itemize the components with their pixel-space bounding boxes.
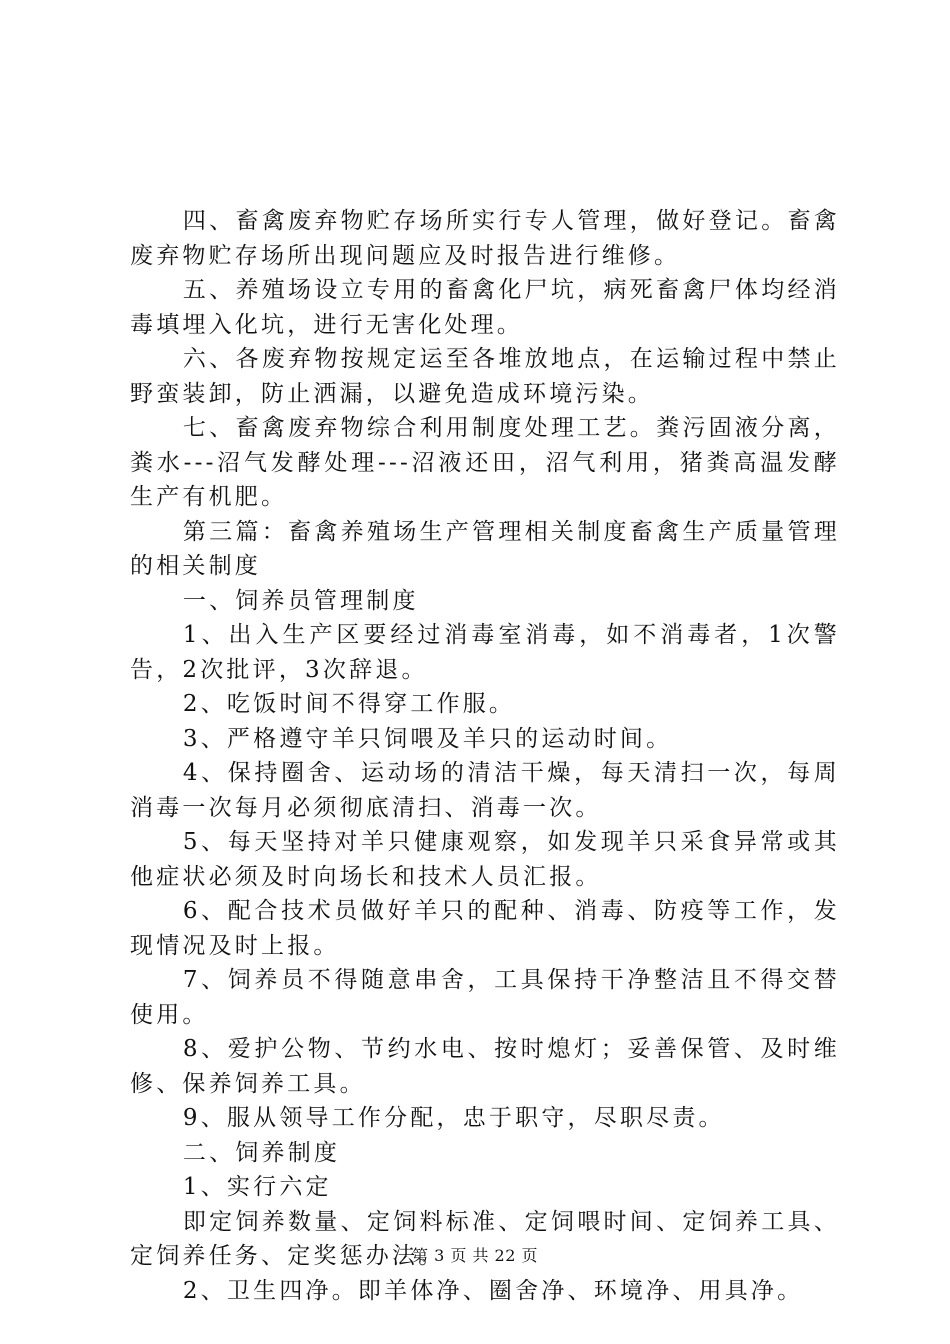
- subheading-feeder-rules: 一、饲养员管理制度: [182, 587, 419, 614]
- paragraph-5: 五、养殖场设立专用的畜禽化尸坑，病死畜禽尸体均经消毒填埋入化坑，进行无害化处理。: [130, 277, 840, 338]
- feeding-item-1: 1、实行六定: [182, 1174, 332, 1200]
- rule-item-9: 9、服从领导工作分配，忠于职守，尽职尽责。: [182, 1105, 725, 1131]
- document-body: [130, 204, 840, 1308]
- section-heading-part-3: 第三篇：畜禽养殖场生产管理相关制度畜禽生产质量管理的相关制度: [130, 518, 840, 579]
- paragraph-6: 六、各废弃物按规定运至各堆放地点，在运输过程中禁止野蛮装卸，防止洒漏，以避免造成环境污染。: [130, 346, 840, 407]
- rule-item-5: 5、每天坚持对羊只健康观察，如发现羊只采食异常或其他症状必须及时向场长和技术人员汇报。: [130, 829, 840, 890]
- rule-item-2: 2、吃饭时间不得穿工作服。: [182, 691, 516, 717]
- paragraph-7: 七、畜禽废弃物综合利用制度处理工艺。粪污固液分离，粪水---沼气发酵处理---沼液还田，沼气利用，猪粪高温发酵生产有机肥。: [130, 415, 840, 510]
- rule-item-8: 8、爱护公物、节约水电、按时熄灯；妥善保管、及时维修、保养饲养工具。: [130, 1036, 840, 1097]
- rule-item-7: 7、饲养员不得随意串舍，工具保持干净整洁且不得交替使用。: [130, 967, 840, 1028]
- rule-item-4: 4、保持圈舍、运动场的清洁干燥，每天清扫一次，每周消毒一次每月必须彻底清扫、消毒一次。: [130, 760, 840, 821]
- rule-item-1: 1、出入生产区要经过消毒室消毒，如不消毒者，1次警告，2次批评，3次辞退。: [130, 622, 840, 683]
- subheading-feeding-rules: 二、饲养制度: [182, 1139, 341, 1166]
- page-number-footer: 第 3 页 共 22 页: [412, 1246, 538, 1265]
- paragraph-4: 四、畜禽废弃物贮存场所实行专人管理，做好登记。畜禽废弃物贮存场所出现问题应及时报告进行维修。: [130, 208, 840, 269]
- feeding-item-1-detail: 即定饲养数量、定饲料标准、定饲喂时间、定饲养工具、定饲养任务、定奖惩办法。: [130, 1208, 840, 1269]
- rule-item-3: 3、严格遵守羊只饲喂及羊只的运动时间。: [182, 725, 673, 752]
- rule-item-6: 6、配合技术员做好羊只的配种、消毒、防疫等工作，发现情况及时上报。: [130, 898, 840, 959]
- feeding-item-2: 2、卫生四净。即羊体净、圈舍净、环境净、用具净。: [182, 1277, 804, 1304]
